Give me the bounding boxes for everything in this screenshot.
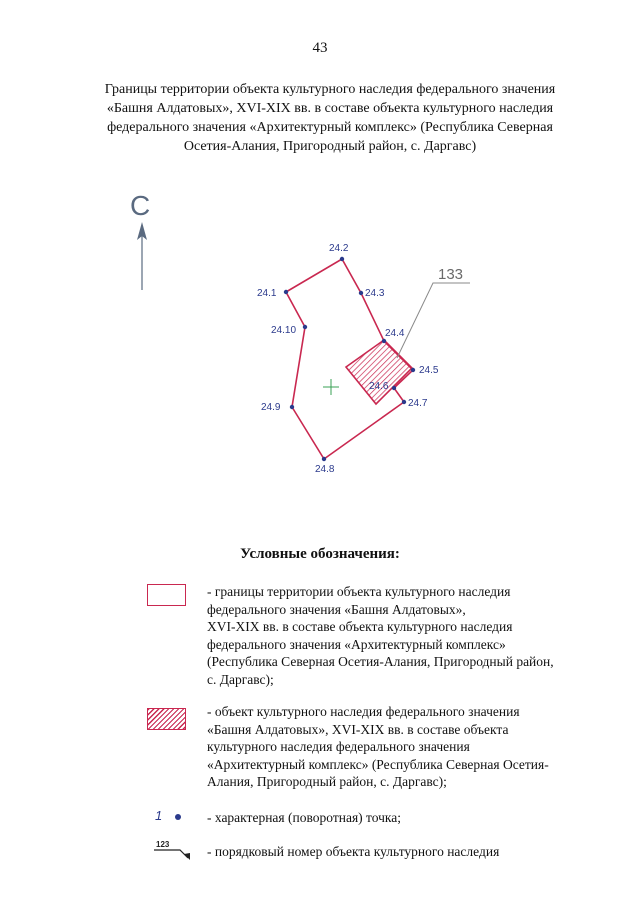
page-number: 43 — [312, 40, 328, 56]
callout-legend-text — [207, 843, 607, 861]
object-legend-swatch — [147, 708, 186, 730]
north-label: С — [130, 190, 151, 221]
point-marker — [284, 290, 288, 294]
legend-line: культурного наследия федерального значения — [207, 739, 470, 754]
legend-line: федерального значения «Архитектурный комплекс» — [207, 636, 506, 652]
point-marker — [303, 325, 307, 329]
point-legend-label: 1 — [155, 808, 163, 823]
legend-line: (Республика Северная Осетия-Алания, Пригородный район, — [207, 654, 554, 669]
point-legend-text — [207, 809, 607, 827]
legend-line: Алания, Пригородный район, с. Даргавс); — [207, 774, 447, 789]
point-label: 24.6 — [369, 381, 389, 392]
point-marker — [359, 291, 363, 295]
legend-line: федерального значения «Башня Алдатовых», — [207, 601, 466, 617]
point-label: 24.4 — [385, 328, 405, 339]
point-marker — [402, 400, 406, 404]
point-marker — [340, 257, 344, 261]
legend-line: XVI-XIX вв. в составе объекта культурного наследия — [207, 619, 513, 634]
boundary-legend-swatch — [147, 584, 186, 606]
point-label: 24.9 — [261, 402, 281, 413]
point-label: 24.8 — [315, 464, 335, 475]
legend-line: - порядковый номер объекта культурного наследия — [207, 844, 500, 859]
legend-line: с. Даргавс); — [207, 671, 274, 687]
object-number: 133 — [438, 266, 464, 283]
point-marker — [382, 339, 386, 343]
legend-line: «Башня Алдатовых», XVI-XIX вв. в составе объекта — [207, 721, 509, 737]
point-legend-dot — [175, 814, 181, 820]
point-marker — [411, 368, 415, 372]
heritage-object — [346, 340, 412, 404]
legend-line: - границы территории объекта культурного наследия — [207, 584, 511, 599]
point-marker — [322, 457, 326, 461]
title-line: Границы территории объекта культурного наследия федерального значения — [104, 82, 556, 97]
boundary-legend-text — [207, 583, 607, 688]
object-leader-line — [397, 283, 470, 358]
point-label: 24.5 — [419, 365, 439, 376]
point-marker — [290, 405, 294, 409]
point-label: 24.10 — [271, 325, 297, 336]
title-line: федерального значения «Архитектурный комплекс» (Республика Северная — [107, 120, 553, 135]
legend-heading: Условные обозначения: — [240, 546, 400, 562]
object-legend-text — [207, 703, 607, 791]
legend-line: «Архитектурный комплекс» (Республика Северная Осетия- — [207, 756, 549, 772]
point-label: 24.2 — [329, 243, 349, 254]
point-label: 24.3 — [365, 288, 385, 299]
point-label: 24.1 — [257, 288, 277, 299]
legend-line: - характерная (поворотная) точка; — [207, 810, 402, 825]
callout-legend-symbol — [150, 838, 196, 862]
legend-line: - объект культурного наследия федерального значения — [207, 704, 520, 719]
point-marker — [392, 386, 396, 390]
callout-legend-number: 123 — [156, 840, 170, 849]
point-label: 24.7 — [408, 398, 428, 409]
title-line: Осетия-Алания, Пригородный район, с. Даргавс) — [183, 139, 477, 154]
title-line: «Башня Алдатовых», XVI-XIX вв. в составе объекта культурного наследия — [106, 101, 554, 116]
